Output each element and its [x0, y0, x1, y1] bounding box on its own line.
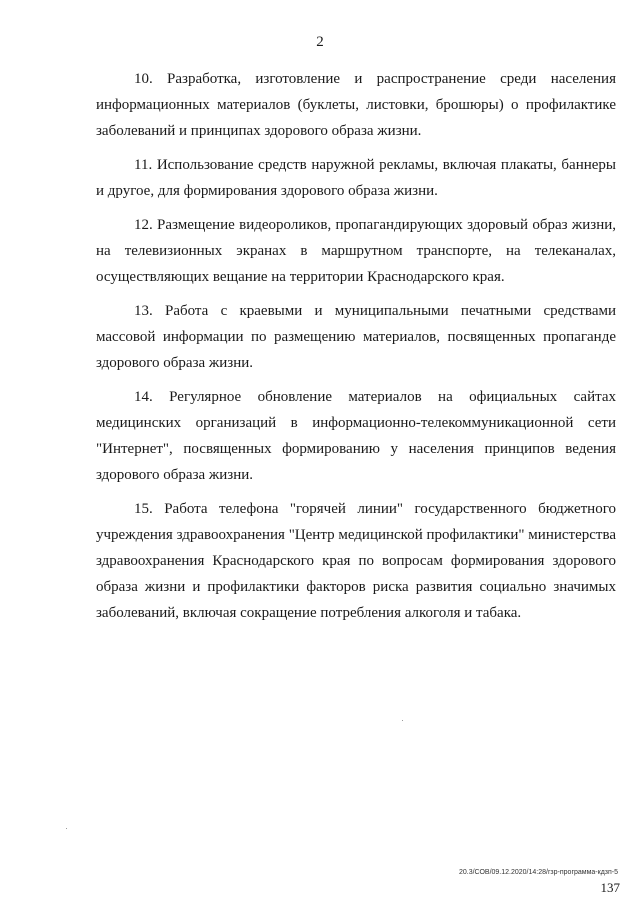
paragraph-item-12: 12. Размещение видеороликов, пропагандирующих здоровый образ жизни, на телевизионных экранах в маршрутном транспорте, на телеканалах, осуществляющих вещание на территории Краснодарского края. — [96, 217, 616, 285]
paragraph-item-15: 15. Работа телефона "горячей линии" государственного бюджетного учреждения здравоохранения "Центр медицинской профилактики" министерства здравоохранения Краснодарского края по вопросам формирования здорового образа жизни и профилактики факторов риска развития социально значимых заболеваний, включая сокращение потребления алкоголя и табака. — [96, 501, 616, 621]
footer-document-stamp: 20.3/СОВ/09.12.2020/14:28/гзр-программа-кдзп-5 — [458, 869, 618, 876]
document-body — [96, 66, 616, 634]
sheet-number: 137 — [600, 880, 620, 895]
page-number: 2 — [316, 34, 324, 50]
paragraph-item-14: 14. Регулярное обновление материалов на официальных сайтах медицинских организаций в информационно-телекоммуникационной сети "Интернет", посвященных формированию у населения принципов ведения здорового образа жизни. — [96, 389, 616, 483]
paragraph-item-10: 10. Разработка, изготовление и распространение среди населения информационных материалов (буклеты, листовки, брошюры) о профилактике заболеваний и принципах здорового образа жизни. — [96, 71, 616, 139]
scan-speck — [66, 828, 67, 829]
paragraph-item-13: 13. Работа с краевыми и муниципальными печатными средствами массовой информации по размещению материалов, посвященных пропаганде здорового образа жизни. — [96, 303, 616, 371]
paragraph-item-11: 11. Использование средств наружной рекламы, включая плакаты, баннеры и другое, для формирования здорового образа жизни. — [96, 157, 616, 199]
scan-speck — [402, 720, 403, 721]
